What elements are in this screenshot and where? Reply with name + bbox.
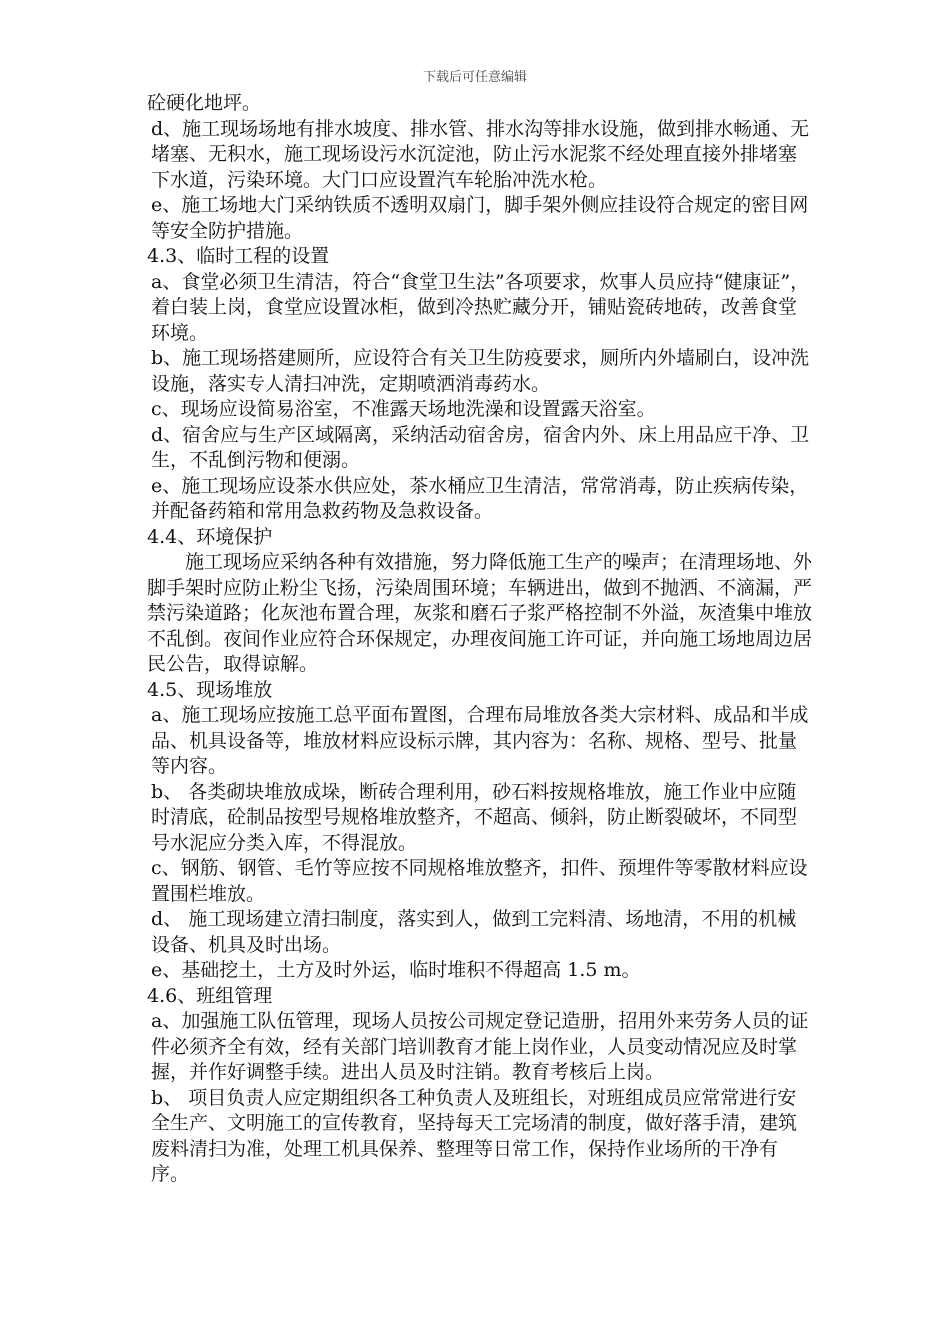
paragraph: e、基础挖土，土方及时外运，临时堆积不得超高 1.5 m。 xyxy=(151,959,641,981)
paragraph: d、施工现场场地有排水坡度、排水管、排水沟等排水设施，做到排水畅通、无堵塞、无积水，施工现场设污水沉淀池，防止污水泥浆不经处理直接外排堵塞下水道，污染环境。大门口应设置汽车轮胎冲洗水枪。 xyxy=(151,117,810,191)
paragraph: a、食堂必须卫生清洁，符合“食堂卫生法”各项要求，炊事人员应持“健康证”，着白装上岗，食堂应设置冰柜，做到冷热贮藏分开，铺贴瓷砖地砖，改善食堂环境。 xyxy=(151,270,810,344)
paragraph: 砼硬化地坪。 xyxy=(147,92,262,114)
paragraph: a、加强施工队伍管理，现场人员按公司规定登记造册，招用外来劳务人员的证件必须齐全有效，经有关部门培训教育才能上岗作业，人员变动情况应及时掌握，并作好调整手续。进出人员及时注销。教育考核后上岗。 xyxy=(151,1010,809,1083)
paragraph: 施工现场应采纳各种有效措施，努力降低施工生产的噪声；在清理场地、外脚手架时应防止粉尘飞扬，污染周围环境；车辆进出，做到不抛洒、不滴漏，严禁污染道路；化灰池布置合理，灰浆和磨石子浆严格控制不外溢，灰渣集中堆放不乱倒。夜间作业应符合环保规定，办理夜间施工许可证，并向施工场地周边居民公告，取得谅解。 xyxy=(147,551,813,675)
paragraph: b、 各类砌块堆放成垛，断砖合理利用，砂石料按规格堆放，施工作业中应随时清底，砼制品按型号规格堆放整齐，不超高、倾斜，防止断裂破坏，不同型号水泥应分类入库，不得混放。 xyxy=(151,780,798,854)
paragraph: d、宿舍应与生产区域隔离，采纳活动宿舍房，宿舍内外、床上用品应干净、卫生，不乱倒污物和便溺。 xyxy=(151,423,810,471)
section-heading: 4.5、现场堆放 xyxy=(147,678,273,701)
paragraph: c、钢筋、钢管、毛竹等应按不同规格堆放整齐，扣件、预埋件等零散材料应设置围栏堆放。 xyxy=(151,857,808,905)
paragraph: d、 施工现场建立清扫制度，落实到人，做到工完料清、场地清，不用的机械设备、机具及时出场。 xyxy=(151,908,797,956)
paragraph: a、施工现场应按施工总平面布置图，合理布局堆放各类大宗材料、成品和半成品、机具设备等，堆放材料应设标示牌，其内容为：名称、规格、型号、批量等内容。 xyxy=(151,704,809,777)
section-heading: 4.6、班组管理 xyxy=(147,984,273,1007)
document-body xyxy=(147,91,815,1188)
section-heading: 4.4、环境保护 xyxy=(147,525,273,548)
paragraph: c、现场应设简易浴室，不准露天场地洗澡和设置露天浴室。 xyxy=(151,398,656,420)
paragraph: b、 项目负责人应定期组织各工种负责人及班组长，对班组成员应常常进行安全生产、文明施工的宣传教育，坚持每天工完场清的制度，做好落手清，建筑废料清扫为准，处理工机具保养、整理等日常工作，保持作业场所的干净有序。 xyxy=(151,1086,798,1185)
section-heading: 4.3、临时工程的设置 xyxy=(147,245,330,267)
paragraph: b、施工现场搭建厕所，应设符合有关卫生防疫要求，厕所内外墙刷白，设冲洗设施，落实专人清扫冲洗，定期喷洒消毒药水。 xyxy=(151,347,810,395)
paragraph: e、施工场地大门采纳铁质不透明双扇门，脚手架外侧应挂设符合规定的密目网等安全防护措施。 xyxy=(151,194,809,242)
paragraph: e、施工现场应设茶水供应处，茶水桶应卫生清洁，常常消毒，防止疾病传染，并配备药箱和常用急救药物及急救设备。 xyxy=(151,474,809,522)
header-note: 下载后可任意编辑 xyxy=(422,70,527,85)
